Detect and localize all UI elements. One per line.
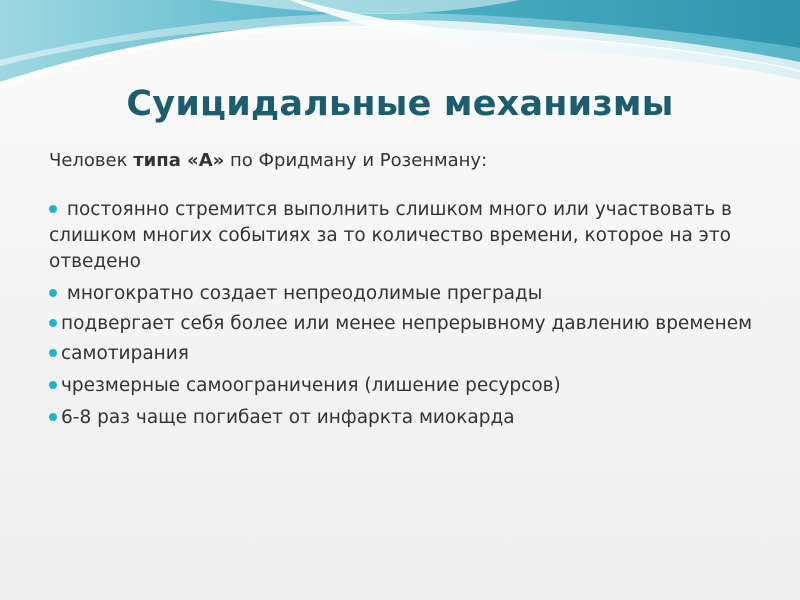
bullet-text: 6-8 раз чаще погибает от инфаркта миокарда [61, 407, 515, 428]
bullet-text: чрезмерные самоограничения (лишение ресурсов) [61, 375, 561, 396]
bullet-list [49, 197, 759, 437]
list-item [49, 405, 759, 431]
bullet-dot-icon [49, 413, 57, 421]
bullet-text: многократно создает непреодолимые преграды [61, 283, 543, 304]
bullet-dot-icon [49, 381, 57, 389]
list-item [49, 341, 759, 367]
bullet-dot-icon [49, 349, 57, 357]
subtitle-bold: типа «А» [133, 150, 225, 171]
header-wave-decoration [0, 0, 800, 95]
list-item [49, 281, 759, 307]
list-item [49, 311, 759, 337]
list-item [49, 373, 759, 399]
bullet-dot-icon [49, 205, 57, 213]
slide-subtitle [49, 150, 487, 171]
slide-title: Суицидальные механизмы [126, 84, 674, 124]
bullet-text: постоянно стремится выполнить слишком много или участвовать в слишком многих событиях за то количество времени, которое на это отведено [49, 199, 732, 272]
bullet-dot-icon [49, 289, 57, 297]
bullet-text: подвергает себя более или менее непрерывному давлению временем [61, 313, 753, 334]
bullet-text: самотирания [61, 343, 189, 364]
subtitle-prefix: Человек [49, 150, 134, 171]
subtitle-suffix: по Фридману и Розенману: [224, 150, 488, 171]
list-item [49, 197, 759, 275]
bullet-dot-icon [49, 319, 57, 327]
